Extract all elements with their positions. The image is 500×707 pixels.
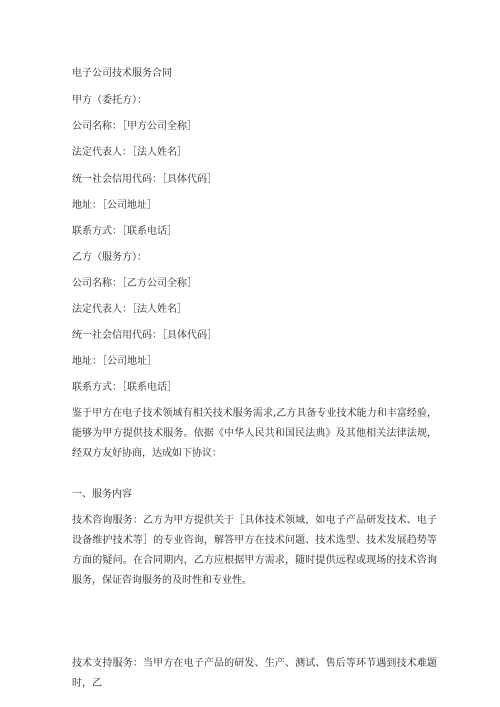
party-b-contact: 联系方式：［联系电话］ — [72, 382, 177, 393]
party-a-legal-rep: 法定代表人：［法人姓名］ — [72, 147, 187, 158]
party-b-credit-code: 统一社会信用代码：［具体代码］ — [72, 330, 217, 341]
party-a-heading: 甲方（委托方）： — [72, 95, 147, 106]
party-a-credit-code: 统一社会信用代码：［具体代码］ — [72, 174, 217, 185]
party-b-legal-rep: 法定代表人：［法人姓名］ — [72, 304, 187, 315]
consulting-service-paragraph: 技术咨询服务：乙方为甲方提供关于［具体技术领域，如电子产品研发技术、电子设备维护技术等］的专业咨询，解答甲方在技术问题、技术选型、技术发展趋势等方面的疑问。在合同期内，乙方应根据甲方需求，随时提供远程或现场的技术咨询服务，保证咨询服务的及时性和专业性。 — [72, 515, 437, 586]
support-service-paragraph: 技术支持服务：当甲方在电子产品的研发、生产、测试、售后等环节遇到技术难题时，乙 — [72, 658, 437, 689]
preamble-paragraph: 鉴于甲方在电子技术领域有相关技术服务需求,乙方具备专业技术能力和丰富经验，能够为甲方提供技术服务。依据《中华人民共和国民法典》及其他相关法律法规，经双方友好协商，达成如下协议： — [72, 408, 437, 459]
party-b-company-name: 公司名称：［乙方公司全称］ — [72, 278, 197, 289]
party-a-contact: 联系方式：［联系电话］ — [72, 226, 177, 237]
party-a-address: 地址：［公司地址］ — [72, 200, 157, 211]
section-1-heading: 一、服务内容 — [72, 489, 132, 500]
contract-title: 电子公司技术服务合同 — [72, 68, 172, 79]
party-a-company-name: 公司名称：［甲方公司全称］ — [72, 121, 197, 132]
party-b-heading: 乙方（服务方）： — [72, 252, 147, 263]
party-b-address: 地址：［公司地址］ — [72, 356, 157, 367]
